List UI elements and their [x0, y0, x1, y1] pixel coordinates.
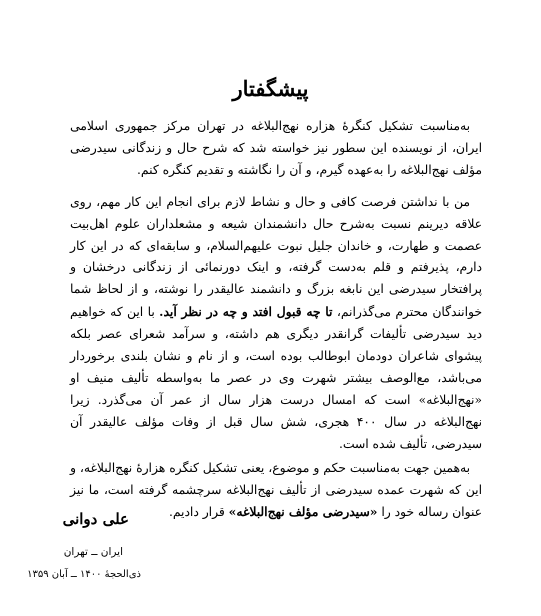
author-name: علی دوانی — [62, 510, 129, 528]
page-title: پیشگفتار — [232, 76, 309, 101]
paragraph-2-part-a: من با نداشتن فرصت کافی و حال و نشاط لازم برای انجام این کار مهم، روی علاقه دیرینم نسبت به‌شرح حال دانشمندان شیعه و مشعلداران علوم اهل‌بیت عصمت و طهارت، و خاندان جلیل نبوت علیهم‌السلام، و سابقه‌ای که در این کار دارم، پذیرفتم و قلم به‌دست گرفته، و اینک دورنمائی از زندگانی درخشان و پرافتخار سیدرضی این نابغه بزرگ و دانشمند عالیقدر را نوشته، و از لحاظ شما خوانندگان محترم می‌گذرانم، — [70, 194, 482, 320]
preface-body — [70, 116, 482, 524]
signature-date: ذی‌الحجهٔ ۱۴۰۰ ــ آبان ۱۳۵۹ — [27, 569, 141, 580]
paragraph-1: به‌مناسبت تشکیل کنگرهٔ هزاره نهج‌البلاغه در تهران مرکز جمهوری اسلامی ایران، از نویسنده این سطور نیز خواسته شد که شرح حال و زندگانی سیدرضی مؤلف نهج‌البلاغه را به‌عهده گیرم، و آن را نگاشته و تقدیم کنگره کنم. — [70, 119, 482, 177]
paragraph-3-part-b: قرار دادیم. — [168, 505, 225, 520]
paragraph-3 — [70, 458, 482, 525]
signature-place: ایران ــ تهران — [63, 546, 123, 558]
paragraph-2-part-b: با این که خواهیم دید سیدرضی تألیفات گرانقدر دیگری هم داشته، و سرآمد شعرای عصر بلکه پیشوای شاعران دودمان ابوطالب بوده است، و از نام و نشان بلندی برخوردار می‌باشد، مع‌الوصف بیشتر شهرت وی در عصر ما به‌واسطه تألیف منیف او «نهج‌البلاغه» است که امسال درست هزار سال از عمر آن می‌گذرد. زیرا نهج‌البلاغه در سال ۴۰۰ هجری، شش سال قبل از وفات مؤلف عالیقدر آن سیدرضی، تألیف شده است. — [70, 305, 483, 451]
paragraph-2-emphasis: تا چه قبول افتد و چه در نظر آید. — [159, 304, 333, 320]
paragraph-2 — [70, 192, 482, 456]
paragraph-3-emphasis: «سیدرضی مؤلف نهج‌البلاغه» — [228, 504, 378, 520]
paragraph-3-part-a: به‌همین جهت به‌مناسبت حکم و موضوع، یعنی تشکیل کنگره هزارهٔ نهج‌البلاغه، و این که شهرت عمده سیدرضی از تألیف نهج‌البلاغه سرچشمه گرفته است، ما نیز عنوان رساله خود را — [70, 460, 482, 520]
